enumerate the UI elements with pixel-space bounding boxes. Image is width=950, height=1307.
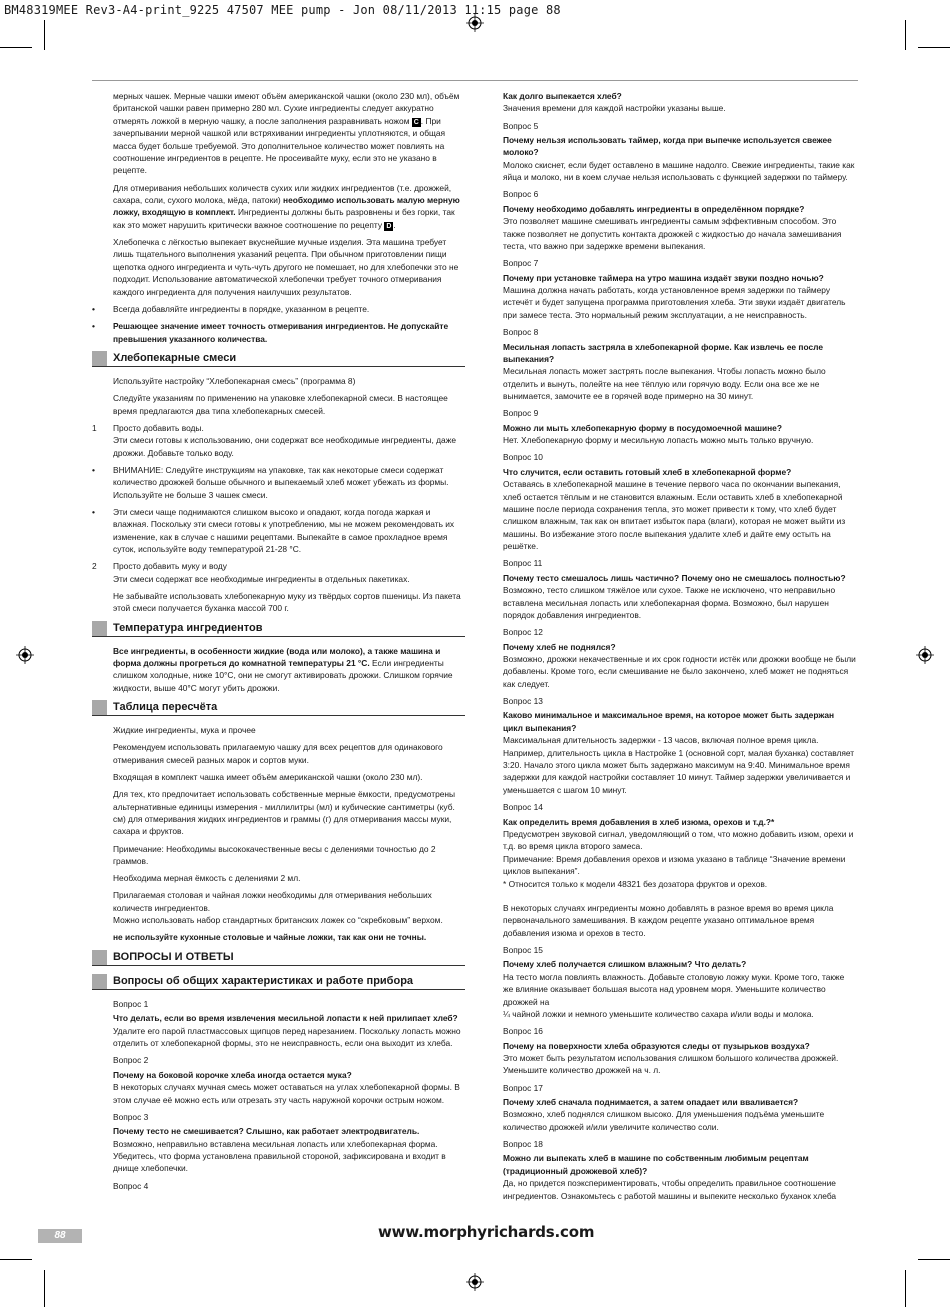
faq-item: Вопрос 4 [113, 1180, 149, 1191]
faq-item: Вопрос 10 Что случится, если оставить готовый хлеб в хлебопекарной форме? Оставаясь в хлебопекарной машине в течение первого часа по окончании выпекания, хлеб остается тёплым и не становится влажным. Если оставить хлеб в хлебопекарной машине после периода сохранения тепла, это может привести к тому, что хлеб будет слишком влажным, так как он впитает избыток пара (влаги), которая не может выйти из машины. Во избежание этого после выпекания удалите хлеб и дайте ему остыть на решётке. [503, 452, 846, 552]
faq-item: Вопрос 17 Почему хлеб сначала поднимается, а затем опадает или вваливается? Возможно, хлеб поднялся слишком высоко. Для уменьшения подъёма уменьшите количество дрожжей и/или увеличите количество соли. [503, 1082, 825, 1132]
paragraph: Следуйте указаниям по применению на упаковке хлебопекарной смеси. В настоящее время предлагаются два типа хлебопекарных смесей. [113, 393, 448, 416]
faq-item: Вопрос 7 Почему при установке таймера на утро машина издаёт звуки поздно ночью? Машина должна начать работать, когда установленное время задержки по таймеру истечёт и будет запущена программа приготовления хлеба. Эти звуки издаёт двигатель при замесе теста. Это нормальный режим эксплуатации, а не неисправность. [503, 258, 846, 320]
paragraph: Жидкие ингредиенты, мука и прочее [113, 725, 256, 736]
bullet-marker: • [92, 321, 95, 332]
paragraph: Рекомендуем использовать прилагаемую чашку для всех рецептов для одинакового отмеривания смесей разных марок и сортов муки. [113, 742, 443, 765]
page-number: 88 [38, 1229, 82, 1243]
faq-item: Вопрос 14 Как определить время добавления в хлеб изюма, орехов и т.д.?* Предусмотрен звуковой сигнал, уведомляющий о том, что можно добавить изюм, орехи и т.д. во время цикла второго замеса. Примечание: Время добавления орехов и изюма указано в таблице “Значение времени циклов выпекания”. * Относится только к модели 48321 без дозатора фруктов и орехов. В некоторых случаях ингредиенты можно добавлять в разное время во время цикла первоначального замешивания. В каждом рецепте указано оптимальное время добавления изюма и орехов в тесто. [503, 802, 854, 938]
bullet-marker: • [92, 506, 95, 517]
paragraph: Не забывайте использовать хлебопекарную муку из твёрдых сортов пшеницы. Из пакета этой смеси получается буханка массой 700 г. [113, 590, 461, 614]
section-heading: Таблица пересчёта [92, 700, 465, 716]
crop-mark [918, 1259, 950, 1260]
faq-item: Вопрос 16 Почему на поверхности хлеба образуются следы от пузырьков воздуха? Это может быть результатом использования слишком большого количества дрожжей. Уменьшите количество дрожжей на ч. л. [503, 1026, 839, 1076]
bullet-item: • Всегда добавляйте ингредиенты в порядке, указанном в рецепте. [92, 303, 370, 314]
bullet-item: • Решающее значение имеет точность отмеривания ингредиентов. Не допускайте превышения указанного количества. [92, 321, 449, 344]
bullet-item: • Эти смеси чаще поднимаются слишком высоко и опадают, когда погода жаркая и влажная. Поскольку эти смеси готовы к употреблению, мы не можем рекомендовать их изменение, как в случае с нашими рецептами. Выпекайте в самое прохладное время суток, используйте воду температурой 21-28 °С. [92, 506, 455, 554]
label-d-icon: D [386, 222, 392, 230]
paragraph: Прилагаемая столовая и чайная ложки необходимы для отмеривания небольших количеств ингредиентов. [113, 890, 432, 913]
faq-item: Вопрос 15 Почему хлеб получается слишком влажным? Что делать? На тесто могла повлиять влажность. Добавьте столовую ложку муки. Кроме того, также же влияние оказывает большая высота над уровнем моря. Уменьшите количество дрожжей на ¼ чайной ложки и немного уменьшите количество сахара и/или воды и молока. [503, 944, 845, 1019]
website-url: www.morphyrichards.com [378, 1223, 595, 1241]
registration-mark-icon [466, 14, 484, 32]
label-c-icon: C [413, 118, 419, 126]
faq-item: Вопрос 18 Можно ли выпекать хлеб в машине по собственным любимым рецептам (традиционный дрожжевой хлеб)? Да, но придется поэкспериментировать, чтобы определить правильное соотношение ингредиентов. Ознакомьтесь с работой машины и выпеките несколько буханок хлеба [503, 1139, 837, 1201]
registration-mark-icon [916, 646, 934, 664]
section-heading: ВОПРОСЫ И ОТВЕТЫ [92, 950, 465, 966]
crop-mark [44, 20, 45, 50]
paragraph: Хлебопечка с лёгкостью выпекает вкуснейшие мучные изделия. Эта машина требует лишь тщательного выполнения указаний рецепта. При обычном приготовлении пищи щепотка одного ингредиента и чуть-чуть другого не помешает, но для хлебопечки это не подходит. Использование автоматической хлебопечки требует точного отмеривания каждого ингредиента для получения наилучших результатов. [113, 237, 459, 297]
faq-item: Вопрос 13 Каково минимальное и максимальное время, на которое может быть задержан цикл выпекания? Максимальная длительность задержки - 13 часов, включая полное время цикла. Например, длительность цикла в Настройке 1 (основной сорт, малая буханка) составляет 3:20. Начало этого цикла может быть задержано максимум на 9:40. Минимальное время задержки для каждой настройки составляет 10 минут. Таймер задержки увеличивается и уменьшается с шагом 10 минут. [503, 696, 855, 795]
crop-mark [918, 47, 950, 48]
faq-item: Вопрос 3 Почему тесто не смешивается? Слышно, как работает электродвигатель. Возможно, неправильно вставлена месильная лопасть или хлебопекарная форма. Убедитесь, что форма установлена правильной стороной, зафиксирована и входит в днище хлебопечки. [113, 1111, 446, 1174]
bullet-marker: • [92, 464, 95, 475]
paragraph: не используйте кухонные столовые и чайные ложки, так как они не точны. [113, 932, 427, 943]
crop-mark [0, 1259, 32, 1260]
section-heading: Вопросы об общих характеристиках и работе прибора [92, 974, 465, 990]
paragraph: Необходима мерная ёмкость с делениями 2 мл. [113, 873, 301, 884]
paragraph: Все ингредиенты, в особенности жидкие (вода или молоко), а также машина и форма должны прогреться до комнатной температуры 21 °С. Если ингредиенты слишком холодные, ниже 10°С, они не смогут активировать дрожжи. Слишком горячие жидкости, выше 40°С могут убить дрожжи. [113, 645, 453, 693]
crop-mark [905, 1270, 906, 1307]
paragraph: Для тех, кто предпочитает использовать собственные мерные ёмкости, предусмотрены альтернативные единицы измерения - миллилитры (мл) и кубические сантиметры (куб. см) для отмеривания жидких ингредиентов и граммы (г) для отмеривания массы муки, сахара и фруктов. [113, 789, 456, 837]
faq-item: Вопрос 12 Почему хлеб не поднялся? Возможно, дрожжи некачественные и их срок годности истёк или дрожжи вообще не были добавлены. Кроме того, если смешивание не было закончено, хлеб может не подняться как следует. [503, 627, 856, 689]
numbered-item: 1 Просто добавить воды. Эти смеси готовы к использованию, они содержат все необходимые ингредиенты, даже дрожжи. Добавьте только воду. [92, 422, 456, 458]
crop-mark [44, 1270, 45, 1307]
right-column [503, 90, 856, 1207]
section-heading: Температура ингредиентов [92, 621, 465, 637]
faq-item: Вопрос 5 Почему нельзя использовать таймер, когда при выпечке используется свежее молоко? Молоко скиснет, если будет оставлено в машине надолго. Свежие ингредиенты, такие как яйца и молоко, ни в коем случае нельзя использовать с функцией задержки по таймеру. [503, 120, 855, 183]
faq-item: Вопрос 2 Почему на боковой корочке хлеба иногда остается мука? В некоторых случаях мучная смесь может оставаться на углах хлебопекарной формы. В этом случае её можно есть или отрезать эту часть наружной корочки острым ножом. [113, 1055, 460, 1105]
bullet-marker: • [92, 303, 95, 314]
faq-item: Вопрос 11 Почему тесто смешалось лишь частично? Почему оно не смешалось полностью? Возможно, тесто слишком тяжёлое или сухое. Также не исключено, что неправильно вставлена месильная лопасть или хлебопекарная форма. Возможно, был нарушен порядок добавления ингредиентов. [503, 558, 846, 621]
bullet-item: • ВНИМАНИЕ: Следуйте инструкциям на упаковке, так как некоторые смеси содержат количество дрожжей больше обычного и выпекаемый хлеб может убежать из формы. Используйте не больше 3 чашек смеси. [92, 464, 449, 500]
paragraph: Используйте настройку “Хлебопекарная смесь” (программа 8) [113, 375, 356, 386]
faq-item: Вопрос 6 Почему необходимо добавлять ингредиенты в определённом порядке? Это позволяет машине смешивать ингредиенты самым эффективным способом. Это также позволяет не допустить контакта дрожжей с жидкостью до начала замешивания теста, что важно при задержке времени выпекания. [503, 189, 842, 252]
paragraph: Можно использовать набор стандартных британских ложек со “скребковым” верхом. [113, 915, 443, 926]
faq-item: Вопрос 8 Месильная лопасть застряла в хлебопекарной форме. Как извлечь ее после выпекания? Месильная лопасть может застрять после выпекания. Чтобы лопасть можно было отделить и вынуть, полейте на нее тёплую или горячую воду. Если она все же не вынимается, замочите ее в горячей воде примерно на 30 минут. [503, 327, 826, 402]
section-heading: Хлебопекарные смеси [92, 351, 465, 367]
faq-item: Как долго выпекается хлеб? Значения времени для каждой настройки указаны выше. [503, 91, 726, 114]
registration-mark-icon [466, 1273, 484, 1291]
faq-item: Вопрос 9 Можно ли мыть хлебопекарную форму в посудомоечной машине? Нет. Хлебопекарную форму и месильную лопасть можно мыть только вручную. [503, 408, 814, 446]
paragraph: Примечание: Необходимы высококачественные весы с делениями точностью до 2 граммов. [113, 843, 436, 867]
crop-mark [0, 47, 32, 48]
print-slug: BM48319MEE Rev3-A4-print_9225 47507 MEE pump - Jon 08/11/2013 11:15 page 88 [4, 3, 561, 17]
left-column [92, 90, 465, 1197]
paragraph: Входящая в комплект чашка имеет объём американской чашки (около 230 мл). [113, 772, 423, 783]
numbered-item: 2 Просто добавить муку и воду Эти смеси содержат все необходимые ингредиенты в отдельных пакетиках. [92, 561, 410, 584]
faq-item: Вопрос 1 Что делать, если во время извлечения месильной лопасти к ней прилипает хлеб? Удалите его парой пластмассовых щипцов перед нарезанием. Поскольку лопасть можно отделить от хлебопекарной формы, это не неисправность, если она выходит из хлеба. [113, 998, 461, 1049]
header-rule [92, 80, 858, 81]
paragraph: мерных чашек. Мерные чашки имеют объём американской чашки (около 230 мл), объём британской чашки равен примерно 280 мл. Сухие ингредиенты следует аккуратно отмерять ложкой в мерную чашку, а после заполнения разравнивать ножом C . При зачерпывании мерной чашкой или встряхивании ингредиенты уплотняются, и общая масса будет больше требуемой. Это дополнительное количество может повлиять на соотношение ингредиентов в рецепте. Не просеивайте муку, если это не указано в рецепте. [113, 91, 460, 176]
paragraph: Для отмеривания небольших количеств сухих или жидких ингредиентов (т.е. дрожжей, сахара, соли, сухого молока, мёда, патоки) необходимо использовать малую мерную ложку, входящую в комплект. Ингредиенты должны быть разровнены и без горки, так как это может нарушить критически важное соотношение по рецепту D . [113, 182, 460, 230]
crop-mark [905, 20, 906, 50]
registration-mark-icon [16, 646, 34, 664]
